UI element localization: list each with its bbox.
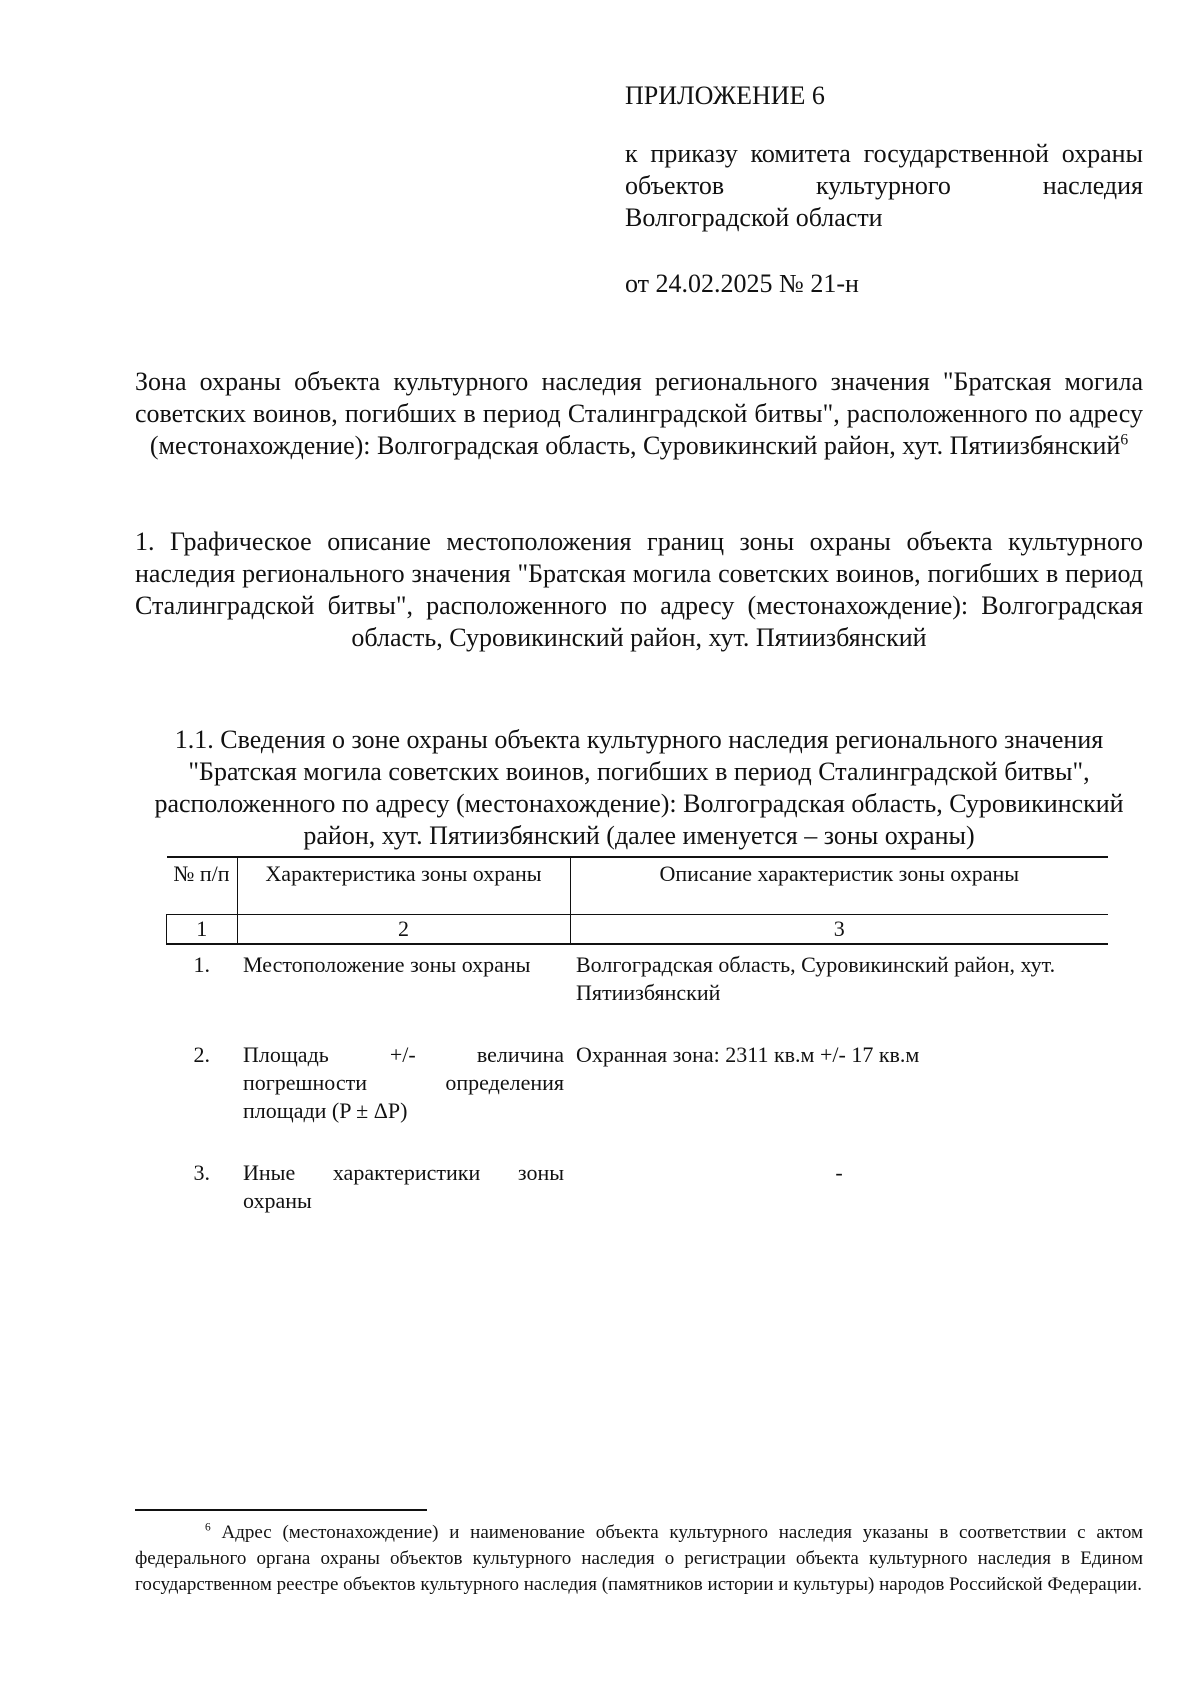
row-characteristic: Местоположение зоны охраны	[243, 952, 531, 977]
row-number: 3.	[193, 1160, 210, 1185]
footnote-mark: 6	[205, 1521, 211, 1534]
table-row	[167, 1035, 1109, 1153]
header-number: № п/п	[167, 857, 238, 915]
footnote-divider	[135, 1509, 427, 1511]
section-1-heading: 1. Графическое описание местоположения границ зоны охраны объекта культурного наследия регионального значения "Братская могила советских воинов, погибших в период Сталинградской битвы", расположенного по адресу (местонахождение): Волгоградская область, Суровикинский район, хут. Пятиизбянский	[135, 527, 1143, 652]
header-characteristic: Характеристика зоны охраны	[237, 857, 570, 915]
row-description: Охранная зона: 2311 кв.м +/- 17 кв.м	[576, 1042, 920, 1067]
appendix-reference: к приказу комитета государственной охраны объектов культурного наследия Волгоградской области	[625, 139, 1143, 232]
row-characteristic: Площадь +/- величина погрешности определения площади (P ± ΔP)	[243, 1042, 564, 1123]
row-description: Волгоградская область, Суровикинский район, хут. Пятиизбянский	[576, 952, 1056, 1005]
zone-title	[135, 366, 1143, 462]
column-number-2: 2	[237, 915, 570, 945]
appendix-title: ПРИЛОЖЕНИЕ 6	[625, 81, 825, 110]
table-header-row	[167, 857, 1109, 915]
zone-title-text: Зона охраны объекта культурного наследия регионального значения "Братская могила советских воинов, погибших в период Сталинградской битвы", расположенного по адресу (местонахождение): Волгоградская область, Суровикинский район, хут. Пятиизбянский	[135, 367, 1143, 460]
row-number: 1.	[193, 952, 210, 977]
column-number-3: 3	[570, 915, 1108, 945]
footnote-reference[interactable]: 6	[1120, 431, 1129, 449]
zone-characteristics-table	[166, 856, 1108, 1243]
footnote	[135, 1520, 1143, 1598]
table-row	[167, 1153, 1109, 1243]
column-number-1: 1	[167, 915, 238, 945]
row-number: 2.	[193, 1042, 210, 1067]
header-description: Описание характеристик зоны охраны	[570, 857, 1108, 915]
section-1-1-heading: 1.1. Сведения о зоне охраны объекта культурного наследия регионального значения "Братская могила советских воинов, погибших в период Сталинградской битвы", расположенного по адресу (местонахождение): Волгоградская область, Суровикинский район, хут. Пятиизбянский (далее именуется – зоны охраны)	[154, 725, 1124, 850]
table-row	[167, 944, 1109, 1035]
row-description: -	[835, 1160, 843, 1185]
table-column-number-row	[167, 915, 1109, 945]
appendix-date: от 24.02.2025 № 21-н	[625, 269, 859, 298]
footnote-text: Адрес (местонахождение) и наименование объекта культурного наследия указаны в соответствии с актом федерального органа охраны объектов культурного наследия о регистрации объекта культурного наследия в Едином государственном реестре объектов культурного наследия (памятников истории и культуры) народов Российской Федерации.	[135, 1522, 1144, 1595]
row-characteristic: Иные характеристики зоны охраны	[243, 1160, 564, 1213]
